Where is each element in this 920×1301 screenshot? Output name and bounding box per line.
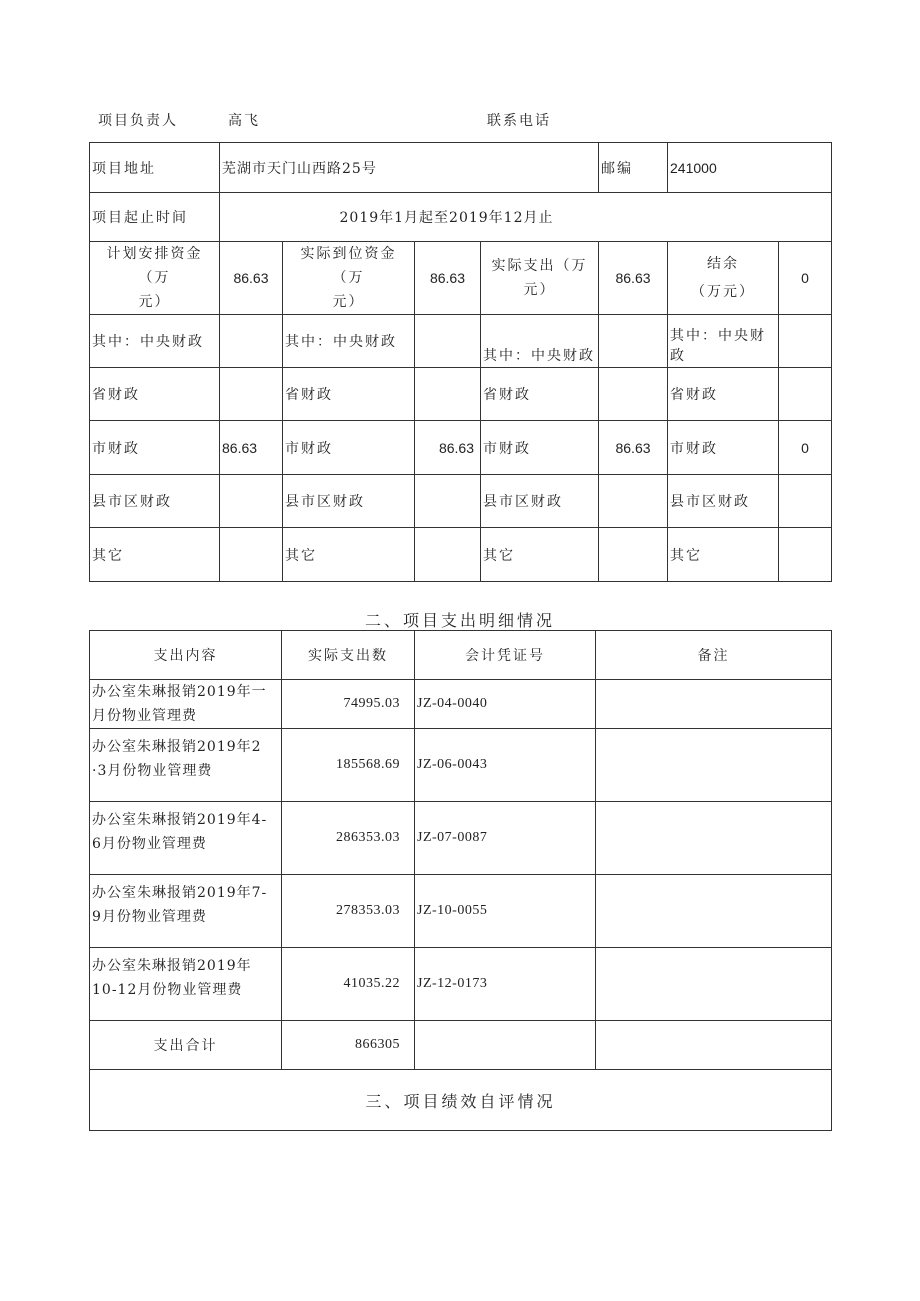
funds-row-label: 市财政: [90, 421, 220, 475]
balance-label-1: 结余: [707, 256, 740, 272]
zip-value: 241000: [668, 143, 832, 193]
col-content: 支出内容: [90, 631, 282, 680]
total-empty-voucher: [415, 1021, 596, 1070]
expense-voucher: JZ-10-0055: [415, 875, 596, 948]
funds-row-label: 省财政: [668, 368, 779, 421]
expense-content-line2: 9月份物业管理费: [92, 909, 207, 925]
funds-row-label: 其它: [668, 528, 779, 582]
section3-title: 三、项目绩效自评情况: [90, 1070, 832, 1131]
funds-row-label: 县市区财政: [283, 475, 415, 528]
funds-row-label: 其中：中央财政: [481, 315, 599, 368]
funds-row-label: 其它: [90, 528, 220, 582]
funds-cell: [599, 315, 668, 368]
expense-amount: 41035.22: [282, 948, 415, 1021]
funds-cell: [599, 528, 668, 582]
funds-cell: 86.63: [599, 421, 668, 475]
section3-row: [90, 1070, 832, 1131]
funds-row-county: [90, 475, 832, 528]
funds-row-label: 其中：中央财政: [90, 315, 220, 368]
balance-label-2: （万元）: [691, 284, 756, 300]
section2-title: 二、项目支出明细情况: [364, 611, 555, 630]
phone-label: 联系电话: [487, 113, 551, 129]
expense-table: [89, 630, 832, 1131]
actual-out-label-1: 实际支出（万: [491, 258, 588, 274]
expense-amount: 185568.69: [282, 729, 415, 802]
expense-voucher: JZ-12-0173: [415, 948, 596, 1021]
funds-cell: [220, 528, 283, 582]
actual-in-label-2: 元）: [332, 294, 365, 310]
expense-voucher: JZ-06-0043: [415, 729, 596, 802]
funds-cell: [415, 368, 481, 421]
actual-in-value: 86.63: [415, 242, 481, 315]
funds-cell: [779, 475, 832, 528]
funds-row-label: 其它: [481, 528, 599, 582]
funds-row-label: 省财政: [481, 368, 599, 421]
funds-row-label: 其它: [283, 528, 415, 582]
col-note: 备注: [596, 631, 832, 680]
planned-label-2: 元）: [138, 294, 171, 310]
funds-cell: [415, 475, 481, 528]
funds-cell: [599, 475, 668, 528]
actual-in-label-1: 实际到位资金（万: [300, 246, 397, 286]
funds-row-province: [90, 368, 832, 421]
col-amount: 实际支出数: [282, 631, 415, 680]
expense-note: [596, 680, 832, 729]
expense-content-line1: 办公室朱琳报销2019年2: [92, 739, 262, 755]
funds-header-row: [90, 242, 832, 315]
funds-row-label: 市财政: [481, 421, 599, 475]
total-value: 866305: [282, 1021, 415, 1070]
planned-value: 86.63: [220, 242, 283, 315]
expense-content-line2: 月份物业管理费: [92, 708, 197, 724]
period-value: 2019年1月起至2019年12月止: [220, 193, 832, 242]
expense-amount: 278353.03: [282, 875, 415, 948]
funds-cell: [220, 368, 283, 421]
table-row: [90, 875, 832, 948]
address-row: [90, 143, 832, 193]
table-row: [90, 680, 832, 729]
zip-label: 邮编: [599, 143, 668, 193]
funds-table: [89, 142, 832, 582]
funds-row-label: 县市区财政: [90, 475, 220, 528]
funds-cell: [779, 368, 832, 421]
leader-name: 高飞: [228, 113, 260, 129]
expense-amount: 74995.03: [282, 680, 415, 729]
expense-note: [596, 802, 832, 875]
funds-cell: 0: [779, 421, 832, 475]
funds-row-label: 省财政: [90, 368, 220, 421]
expense-content-line1: 办公室朱琳报销2019年4-: [92, 812, 268, 828]
actual-out-label-2: 元）: [523, 282, 556, 298]
funds-row-label: 市财政: [668, 421, 779, 475]
expense-header-row: [90, 631, 832, 680]
col-voucher: 会计凭证号: [415, 631, 596, 680]
expense-voucher: JZ-07-0087: [415, 802, 596, 875]
total-empty-note: [596, 1021, 832, 1070]
expense-content-line2: 6月份物业管理费: [92, 836, 207, 852]
funds-cell: [415, 315, 481, 368]
total-row: [90, 1021, 832, 1070]
expense-note: [596, 948, 832, 1021]
expense-note: [596, 729, 832, 802]
leader-label: 项目负责人: [98, 113, 178, 129]
funds-row-label: 省财政: [283, 368, 415, 421]
funds-cell: [220, 315, 283, 368]
table-row: [90, 802, 832, 875]
funds-row-label: 其中：中央财政: [668, 315, 779, 368]
table-row: [90, 948, 832, 1021]
funds-row-central: [90, 315, 832, 368]
address-label: 项目地址: [90, 143, 220, 193]
funds-cell: [779, 528, 832, 582]
period-label: 项目起止时间: [90, 193, 220, 242]
funds-row-label: 县市区财政: [481, 475, 599, 528]
funds-row-other: [90, 528, 832, 582]
period-row: [90, 193, 832, 242]
funds-cell: [415, 528, 481, 582]
expense-content-line1: 办公室朱琳报销2019年一: [92, 684, 267, 700]
funds-row-label: 其中：中央财政: [283, 315, 415, 368]
funds-row-label: 县市区财政: [668, 475, 779, 528]
expense-amount: 286353.03: [282, 802, 415, 875]
total-label: 支出合计: [90, 1021, 282, 1070]
expense-content-line1: 办公室朱琳报销2019年7-: [92, 885, 268, 901]
funds-row-city: [90, 421, 832, 475]
expense-content-line1: 办公室朱琳报销2019年: [92, 958, 252, 974]
funds-cell: [779, 315, 832, 368]
expense-content-line2: ·3月份物业管理费: [92, 763, 213, 779]
funds-cell: [599, 368, 668, 421]
table-row: [90, 729, 832, 802]
funds-cell: [220, 475, 283, 528]
funds-cell: 86.63: [220, 421, 283, 475]
funds-cell: 86.63: [415, 421, 481, 475]
funds-row-label: 市财政: [283, 421, 415, 475]
expense-note: [596, 875, 832, 948]
expense-content-line2: 10-12月份物业管理费: [92, 982, 243, 998]
address-value: 芜湖市天门山西路25号: [220, 143, 599, 193]
planned-label-1: 计划安排资金（万: [106, 246, 203, 286]
actual-out-value: 86.63: [599, 242, 668, 315]
balance-value: 0: [779, 242, 832, 315]
expense-voucher: JZ-04-0040: [415, 680, 596, 729]
